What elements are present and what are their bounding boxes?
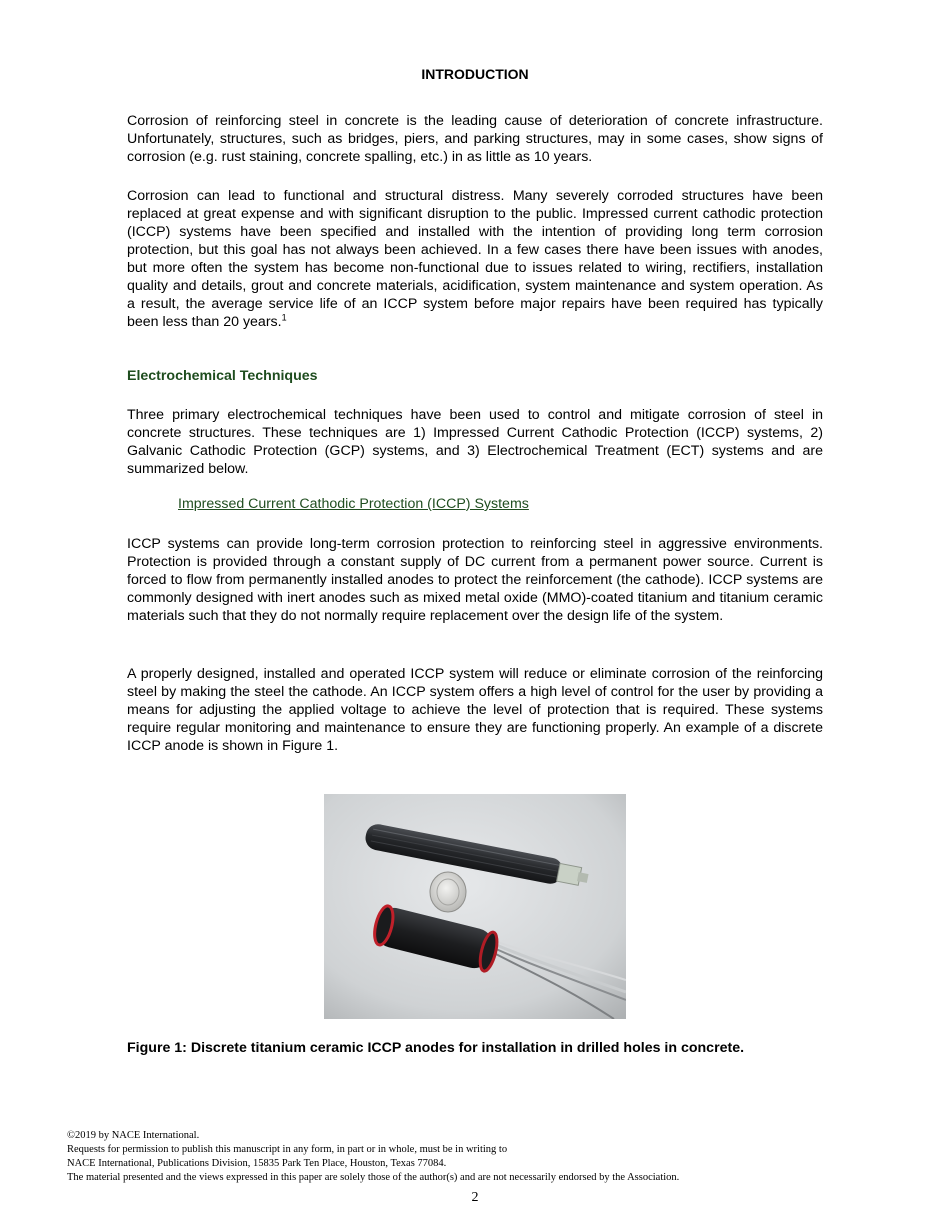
footnote-ref: 1: [281, 312, 287, 323]
footer-copyright: ©2019 by NACE International.: [67, 1130, 200, 1141]
paragraph-intro-1: Corrosion of reinforcing steel in concrete is the leading cause of deterioration of concrete infrastructure. Unfortunately, structures, such as bridges, piers, and parking structures, may in some cases, show signs of corrosion (e.g. rust staining, concrete spalling, etc.) in as little as 10 years.: [127, 113, 823, 165]
coin: [430, 872, 466, 912]
footer-line-disclaimer: The material presented and the views expressed in this paper are solely those of the author(s) and are not necessarily endorsed by the Association.: [67, 1172, 680, 1183]
figure-1-photo: [324, 794, 626, 1019]
paragraph-iccp-2: A properly designed, installed and operated ICCP system will reduce or eliminate corrosion of the reinforcing steel by making the steel the cathode. An ICCP system offers a high level of control for the user by providing a means for adjusting the applied voltage to achieve the level of protection that is required. These systems require regular monitoring and maintenance to ensure they are functioning properly. An example of a discrete ICCP anode is shown in Figure 1.: [127, 666, 823, 754]
footer-line-permission: Requests for permission to publish this manuscript in any form, in part or in whole, must be in writing to: [67, 1144, 508, 1155]
paragraph-iccp-1: ICCP systems can provide long-term corrosion protection to reinforcing steel in aggressive environments. Protection is provided through a constant supply of DC current from a permanent power source. Current is forced to flow from permanently installed anodes to protect the reinforcement (the cathode). ICCP systems are commonly designed with inert anodes such as mixed metal oxide (MMO)-coated titanium and titanium ceramic materials such that they do not normally require replacement over the design life of the system.: [127, 536, 823, 624]
subheading-electrochemical-techniques: Electrochemical Techniques: [127, 368, 318, 384]
photo-background: [324, 794, 626, 1019]
subheading-iccp-systems: Impressed Current Cathodic Protection (ICCP) Systems: [178, 496, 529, 512]
section-heading: INTRODUCTION: [421, 66, 529, 82]
paragraph-intro-2: Corrosion can lead to functional and structural distress. Many severely corroded structures have been replaced at great expense and with significant disruption to the public. Impressed current cathodic protection (ICCP) systems have been specified and installed with the intention of providing long term corrosion protection, but this goal has not always been achieved. In a few cases there have been issues with anodes, but more often the system has become non-functional due to issues related to wiring, rectifiers, installation quality and details, grout and concrete materials, acidification, system maintenance and system operation. As a result, the average service life of an ICCP system before major repairs have been required has typically been less than 20 years.$^1$: [127, 188, 823, 330]
figure-caption: Figure 1: Discrete titanium ceramic ICCP anodes for installation in drilled holes in concrete.: [127, 1040, 745, 1056]
paragraph-techniques: Three primary electrochemical techniques have been used to control and mitigate corrosion of steel in concrete structures. These techniques are 1) Impressed Current Cathodic Protection (ICCP) systems, 2) Galvanic Cathodic Protection (GCP) systems, and 3) Electrochemical Treatment (ECT) systems and are summarized below.: [127, 407, 823, 477]
page-number: 2: [471, 1190, 479, 1205]
footer-line-address: NACE International, Publications Division, 15835 Park Ten Place, Houston, Texas 77084.: [67, 1158, 447, 1169]
copyright-footer: [67, 1129, 887, 1185]
